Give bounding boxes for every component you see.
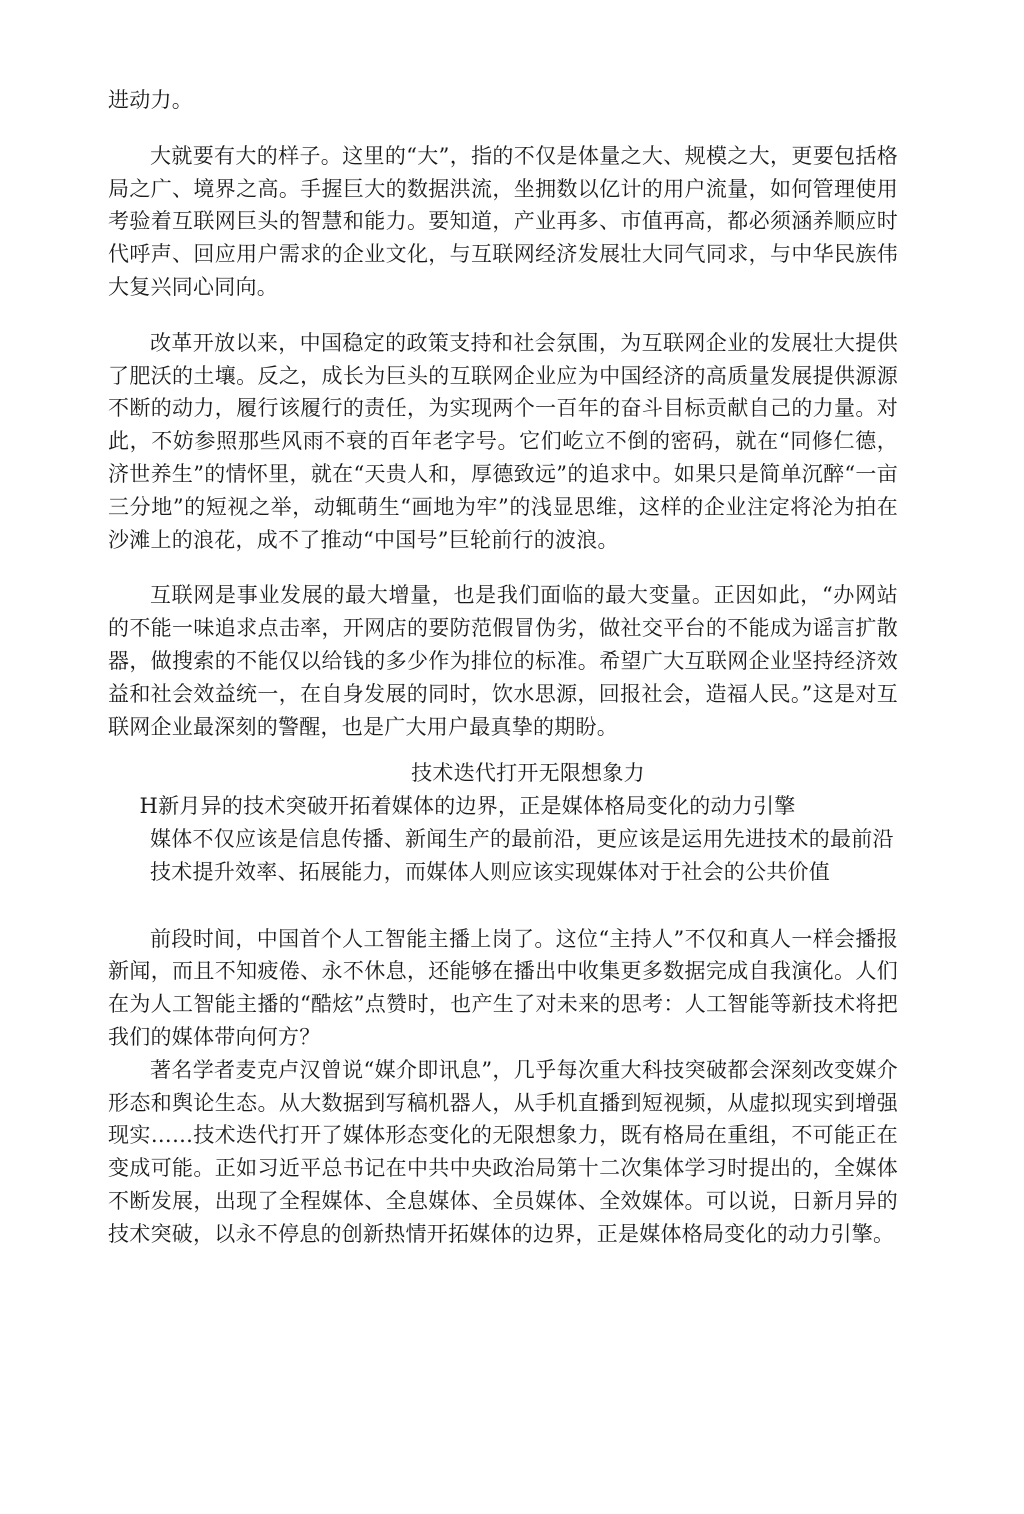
intro-tail-paragraph: 进动力。	[108, 88, 193, 112]
document-page	[108, 84, 898, 1251]
paragraph-reform: 改革开放以来，中国稳定的政策支持和社会氛围，为互联网企业的发展壮大提供了肥沃的土壤。反之，成长为巨头的互联网企业应为中国经济的高质量发展提供源源不断的动力，履行该履行的责任，为实现两个一百年的奋斗目标贡献自己的力量。对此，不妨参照那些风雨不衰的百年老字号。它们屹立不倒的密码，就在“同修仁德，济世养生”的情怀里，就在“天贵人和，厚德致远”的追求中。如果只是简单沉醉“一亩三分地”的短视之举，动辄萌生“画地为牢”的浅显思维，这样的企业注定将沦为拍在沙滩上的浪花，成不了推动“中国号”巨轮前行的波浪。	[108, 330, 898, 552]
paragraph-mcluhan: 著名学者麦克卢汉曾说“媒介即讯息”，几乎每次重大科技突破都会深刻改变媒介形态和舆论生态。从大数据到写稿机器人，从手机直播到短视频，从虚拟现实到增强现实……技术迭代打开了媒体形态变化的无限想象力，既有格局在重组，不可能正在变成可能。正如习近平总书记在中共中央政治局第十二次集体学习时提出的，全媒体不断发展，出现了全程媒体、全息媒体、全员媒体、全效媒体。可以说，日新月异的技术突破，以永不停息的创新热情开拓媒体的边界，正是媒体格局变化的动力引擎。	[108, 1057, 898, 1246]
summary-line-1: H新月异的技术突破开拓着媒体的边界，正是媒体格局变化的动力引擎	[139, 794, 796, 819]
summary-line-3: 技术提升效率、拓展能力，而媒体人则应该实现媒体对于社会的公共价值	[150, 859, 830, 884]
paragraph-scale: 大就要有大的样子。这里的“大”，指的不仅是体量之大、规模之大，更要包括格局之广、境界之高。手握巨大的数据洪流，坐拥数以亿计的用户流量，如何管理使用考验着互联网巨头的智慧和能力。要知道，产业再多、市值再高，都必须涵养顺应时代呼声、回应用户需求的企业文化，与互联网经济发展壮大同气同求，与中华民族伟大复兴同心同向。	[108, 143, 898, 299]
summary-line-2: 媒体不仅应该是信息传播、新闻生产的最前沿，更应该是运用先进技术的最前沿	[150, 826, 894, 851]
paragraph-internet-variable: 互联网是事业发展的最大增量，也是我们面临的最大变量。正因如此，“办网站的不能一味追求点击率，开网店的要防范假冒伪劣，做社交平台的不能成为谣言扩散器，做搜索的不能仅以给钱的多少作为排位的标准。希望广大互联网企业坚持经济效益和社会效益统一，在自身发展的同时，饮水思源，回报社会，造福人民。”这是对互联网企业最深刻的警醒，也是广大用户最真挚的期盼。	[108, 583, 898, 739]
paragraph-ai-anchor: 前段时间，中国首个人工智能主播上岗了。这位“主持人”不仅和真人一样会播报新闻，而且不知疲倦、永不休息，还能够在播出中收集更多数据完成自我演化。人们在为人工智能主播的“酷炫”点赞时，也产生了对未来的思考：人工智能等新技术将把我们的媒体带向何方？	[108, 926, 898, 1049]
section-title: 技术迭代打开无限想象力	[411, 761, 645, 786]
